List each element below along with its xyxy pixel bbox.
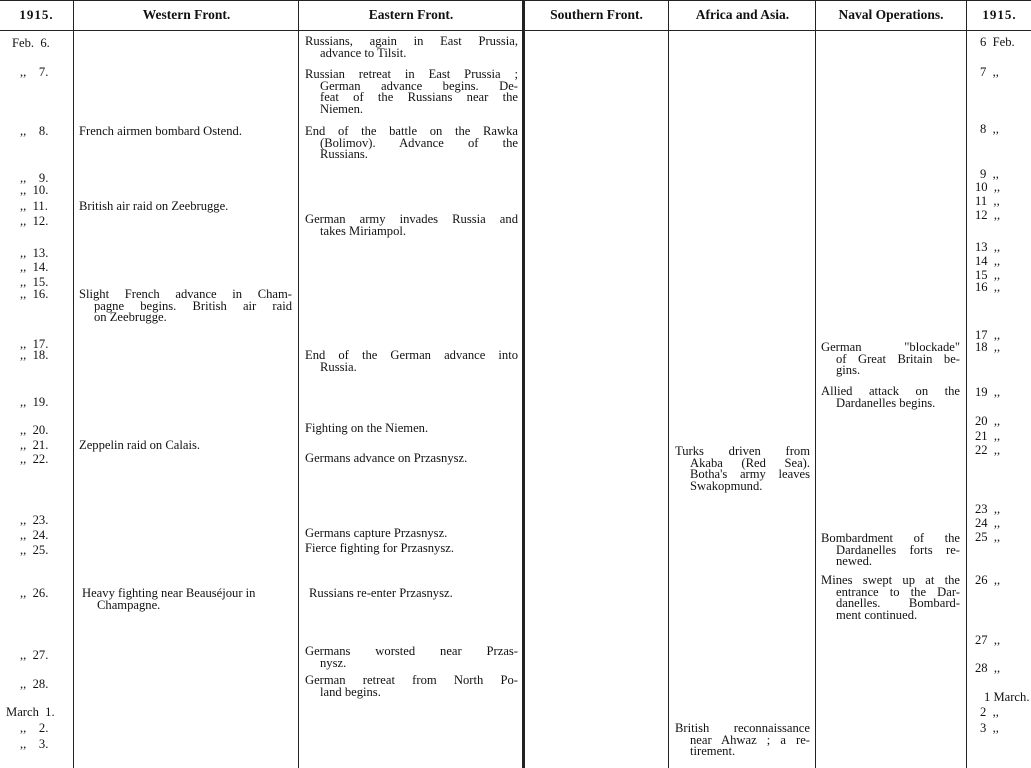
eastern-entry <box>305 528 447 540</box>
header-naval-operations: Naval Operations. <box>838 7 944 22</box>
entry-line: German "blockade" <box>821 340 960 354</box>
column-divider <box>298 0 299 768</box>
column-divider <box>522 0 525 768</box>
date-left: March 1. <box>6 705 55 719</box>
entry-line: entrance to the Dar- <box>836 584 960 599</box>
date-right: 10 ,, <box>975 180 1001 194</box>
date-right: 8 ,, <box>980 122 999 136</box>
entry-line: Russians, again in East Prussia, <box>305 34 518 48</box>
header-year-right: 1915. <box>982 7 1017 22</box>
entry-line: French airmen bombard Ostend. <box>79 124 242 138</box>
entry-line: newed. <box>836 554 873 568</box>
entry-line: tirement. <box>690 744 736 758</box>
date-right: 21 ,, <box>975 429 1001 443</box>
entry-line: Champagne. <box>97 597 161 612</box>
date-right: 22 ,, <box>975 443 1001 457</box>
eastern-entry <box>305 543 454 555</box>
date-right: 15 ,, <box>975 268 1001 282</box>
date-right: 20 ,, <box>975 414 1001 428</box>
date-left: ,, 2. <box>20 721 49 735</box>
date-left: ,, 22. <box>20 452 49 466</box>
date-left: ,, 21. <box>20 438 49 452</box>
column-divider <box>966 0 967 768</box>
date-left: ,, 18. <box>20 348 49 362</box>
entry-line: Germans advance on Przasnysz. <box>305 451 468 465</box>
entry-line: ment continued. <box>836 607 918 622</box>
date-left: ,, 25. <box>20 543 49 557</box>
entry-line: pagne begins. British air raid <box>94 298 292 313</box>
date-left: ,, 10. <box>20 183 49 197</box>
date-left: ,, 28. <box>20 677 49 691</box>
entry-line: German retreat from North Po- <box>305 673 518 687</box>
eastern-entry <box>305 350 518 373</box>
header-rule <box>0 30 1031 31</box>
date-right: 2 ,, <box>980 705 999 719</box>
entry-line: Russians. <box>320 147 368 161</box>
eastern-entry <box>305 126 518 161</box>
entry-line: Allied attack on the <box>821 384 960 398</box>
entry-line: Turks driven from <box>675 444 810 458</box>
date-right: 25 ,, <box>975 530 1001 544</box>
entry-line: takes Miriampol. <box>320 223 407 238</box>
column-divider <box>815 0 816 768</box>
date-left: ,, 15. <box>20 275 49 289</box>
western-entry <box>79 201 228 213</box>
entry-line: Dardanelles forts re- <box>836 542 960 557</box>
header-eastern-front: Eastern Front. <box>368 7 454 22</box>
eastern-entry <box>309 588 453 600</box>
entry-line: Swakopmund. <box>690 478 763 493</box>
entry-line: Fighting on the Niemen. <box>305 421 429 435</box>
date-left: ,, 27. <box>20 648 49 662</box>
naval-entry <box>821 575 960 621</box>
date-left: ,, 7. <box>20 65 49 79</box>
date-left: ,, 11. <box>20 199 48 213</box>
date-right: 18 ,, <box>975 340 1001 354</box>
entry-line: German advance begins. De- <box>320 78 518 93</box>
africa-entry <box>675 723 810 758</box>
date-left: ,, 16. <box>20 287 49 301</box>
date-right: 17 ,, <box>975 328 1001 342</box>
entry-line: Germans worsted near Przas- <box>305 644 518 658</box>
naval-entry <box>821 342 960 377</box>
africa-entry <box>675 446 810 492</box>
date-right: 14 ,, <box>975 254 1001 268</box>
date-right: 26 ,, <box>975 573 1001 587</box>
date-left: ,, 20. <box>20 423 49 437</box>
top-rule <box>0 0 1031 1</box>
entry-line: Heavy fighting near Beauséjour in <box>82 586 256 600</box>
date-left: ,, 12. <box>20 214 49 228</box>
entry-line: End of the German advance into <box>305 348 518 362</box>
date-left: ,, 13. <box>20 246 49 260</box>
date-left: ,, 26. <box>20 586 49 600</box>
entry-line: End of the battle on the Rawka <box>305 124 518 138</box>
date-left: ,, 14. <box>20 260 49 274</box>
western-entry <box>82 588 255 611</box>
entry-line: advance to Tilsit. <box>320 45 407 60</box>
header-western-front: Western Front. <box>142 7 231 22</box>
entry-line: near Ahwaz ; a re- <box>690 732 810 747</box>
date-left: ,, 9. <box>20 171 49 185</box>
date-left: ,, 3. <box>20 737 49 751</box>
entry-line: nysz. <box>320 655 347 670</box>
date-right: 13 ,, <box>975 240 1001 254</box>
entry-line: Dardanelles begins. <box>836 395 936 410</box>
entry-line: danelles. Bombard- <box>836 596 960 610</box>
date-right: 3 ,, <box>980 721 999 735</box>
entry-line: Russia. <box>320 359 357 374</box>
eastern-entry <box>305 423 428 435</box>
entry-line: (Bolimov). Advance of the <box>320 135 518 150</box>
naval-entry <box>821 386 960 409</box>
date-right: 27 ,, <box>975 633 1001 647</box>
eastern-entry <box>305 675 518 698</box>
date-right: 1 March. <box>984 690 1030 704</box>
entry-line: Bombardment of the <box>821 531 960 545</box>
date-left: ,, 8. <box>20 124 49 138</box>
date-right: 23 ,, <box>975 502 1001 516</box>
entry-line: Germans capture Przasnysz. <box>305 526 448 540</box>
entry-line: Fierce fighting for Przasnysz. <box>305 541 454 555</box>
header-southern-front: Southern Front. <box>550 7 643 22</box>
entry-line: Russian retreat in East Prussia ; <box>305 67 518 81</box>
date-right: 9 ,, <box>980 167 999 181</box>
date-left: ,, 24. <box>20 528 49 542</box>
western-entry <box>79 440 200 452</box>
entry-line: Akaba (Red Sea). <box>690 455 810 470</box>
eastern-entry <box>305 646 518 669</box>
entry-line: Mines swept up at the <box>821 573 960 587</box>
header-year-left: 1915. <box>19 7 54 22</box>
column-divider <box>668 0 669 768</box>
entry-line: on Zeebrugge. <box>94 310 167 324</box>
date-right: 12 ,, <box>975 208 1001 222</box>
date-right: 7 ,, <box>980 65 999 79</box>
entry-line: British reconnaissance <box>675 721 810 735</box>
entry-line: Zeppelin raid on Calais. <box>79 438 201 452</box>
entry-line: land begins. <box>320 684 381 699</box>
entry-line: feat of the Russians near the <box>320 90 518 104</box>
date-right: 24 ,, <box>975 516 1001 530</box>
naval-entry <box>821 533 960 568</box>
entry-line: Botha's army leaves <box>690 467 810 481</box>
western-entry <box>79 289 292 324</box>
date-left: ,, 19. <box>20 395 49 409</box>
eastern-entry <box>305 214 518 237</box>
date-left: ,, 17. <box>20 337 49 351</box>
date-left: ,, 23. <box>20 513 49 527</box>
date-right: 19 ,, <box>975 385 1001 399</box>
entry-line: British air raid on Zeebrugge. <box>79 199 229 213</box>
entry-line: Slight French advance in Cham- <box>79 287 292 301</box>
date-left: Feb. 6. <box>12 36 50 50</box>
entry-line: gins. <box>836 363 861 377</box>
entry-line: Niemen. <box>320 101 364 116</box>
eastern-entry <box>305 69 518 115</box>
date-right: 16 ,, <box>975 280 1001 294</box>
column-divider <box>73 0 74 768</box>
western-entry <box>79 126 242 138</box>
date-right: 28 ,, <box>975 661 1001 675</box>
eastern-entry <box>305 453 467 465</box>
entry-line: of Great Britain be- <box>836 351 960 366</box>
date-right: 11 ,, <box>975 194 1000 208</box>
entry-line: Russians re-enter Przasnysz. <box>309 586 453 600</box>
entry-line: German army invades Russia and <box>305 212 518 226</box>
header-africa-asia: Africa and Asia. <box>695 7 790 22</box>
date-right: 6 Feb. <box>980 35 1015 49</box>
eastern-entry <box>305 36 518 59</box>
